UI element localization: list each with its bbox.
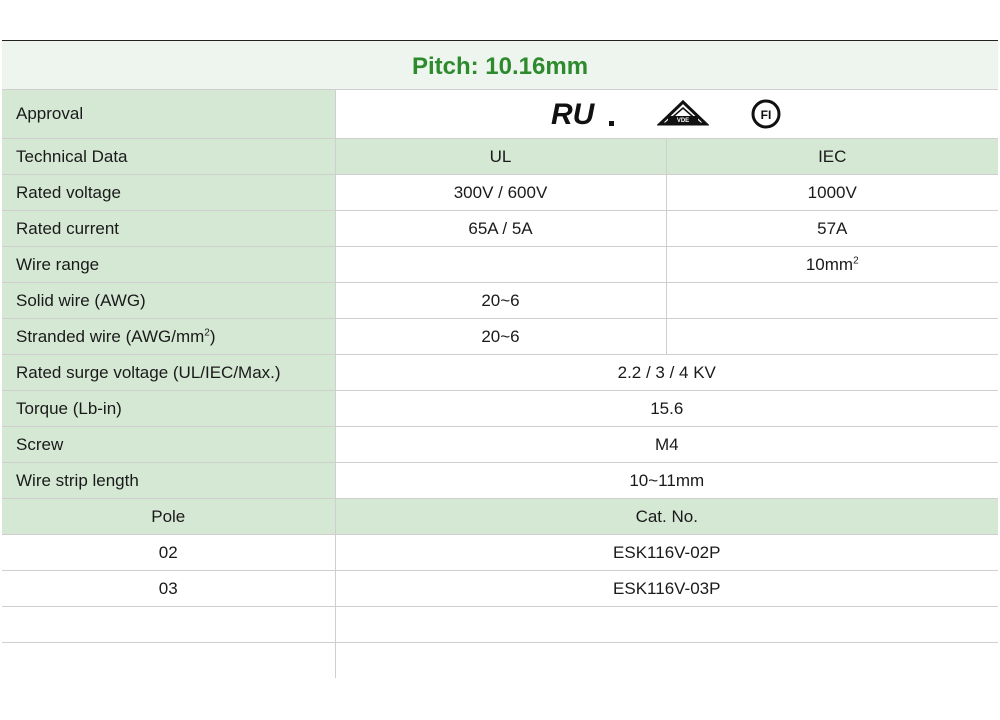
solid-wire-row [2, 283, 998, 319]
stranded-wire-label-end: ) [209, 326, 216, 346]
ul-logo-text: RU [550, 98, 595, 131]
approval-label: Approval [2, 90, 335, 139]
cat-no-cell: ESK116V-02P [335, 535, 998, 571]
wire-range-row [2, 247, 998, 283]
pole-cell: 02 [2, 535, 335, 571]
solid-wire-ul: 20~6 [335, 283, 666, 319]
vde-icon [657, 99, 709, 129]
fi-logo-text: FI [760, 108, 772, 122]
torque-value: 15.6 [335, 391, 998, 427]
surge-voltage-row [2, 355, 998, 391]
strip-length-row [2, 463, 998, 499]
approval-row [2, 90, 998, 139]
solid-wire-iec [666, 283, 998, 319]
stranded-wire-label [2, 319, 335, 355]
page-title: Pitch: 10.16mm [2, 41, 998, 89]
rated-voltage-iec: 1000V [666, 175, 998, 211]
screw-label: Screw [2, 427, 335, 463]
ul-column-header: UL [335, 139, 666, 175]
empty-cell [2, 607, 335, 643]
tech-header-row [2, 139, 998, 175]
rated-voltage-row [2, 175, 998, 211]
surge-voltage-label: Rated surge voltage (UL/IEC/Max.) [2, 355, 335, 391]
spec-table [2, 89, 998, 678]
rated-voltage-label: Rated voltage [2, 175, 335, 211]
screw-row [2, 427, 998, 463]
stranded-wire-iec [666, 319, 998, 355]
rated-current-label: Rated current [2, 211, 335, 247]
iec-column-header: IEC [666, 139, 998, 175]
vde-logo-text: VDE [676, 118, 689, 124]
torque-row [2, 391, 998, 427]
rated-voltage-ul: 300V / 600V [335, 175, 666, 211]
empty-row [2, 643, 998, 679]
screw-value: M4 [335, 427, 998, 463]
strip-length-value: 10~11mm [335, 463, 998, 499]
stranded-wire-ul: 20~6 [335, 319, 666, 355]
surge-voltage-value: 2.2 / 3 / 4 KV [335, 355, 998, 391]
empty-row [2, 607, 998, 643]
strip-length-label: Wire strip length [2, 463, 335, 499]
torque-label: Torque (Lb-in) [2, 391, 335, 427]
wire-range-iec [666, 247, 998, 283]
pole-column-header: Pole [2, 499, 335, 535]
approval-logos [335, 90, 998, 139]
pole-cell: 03 [2, 571, 335, 607]
stranded-wire-label-sup: 2 [204, 326, 210, 338]
wire-range-ul [335, 247, 666, 283]
solid-wire-label: Solid wire (AWG) [2, 283, 335, 319]
empty-cell [2, 643, 335, 679]
catalog-header-row [2, 499, 998, 535]
empty-cell [335, 607, 998, 643]
rated-current-ul: 65A / 5A [335, 211, 666, 247]
table-row [2, 571, 998, 607]
rated-current-iec: 57A [666, 211, 998, 247]
empty-cell [335, 643, 998, 679]
wire-range-iec-sup: 2 [853, 254, 859, 266]
ul-recognized-icon [551, 97, 617, 131]
tech-header-label: Technical Data [2, 139, 335, 175]
cat-no-cell: ESK116V-03P [335, 571, 998, 607]
fi-icon [749, 97, 783, 131]
cat-no-column-header: Cat. No. [335, 499, 998, 535]
stranded-wire-row [2, 319, 998, 355]
wire-range-label: Wire range [2, 247, 335, 283]
wire-range-iec-value: 10mm [805, 254, 854, 274]
stranded-wire-label-main: Stranded wire (AWG/mm [16, 326, 205, 346]
table-row [2, 535, 998, 571]
rated-current-row [2, 211, 998, 247]
